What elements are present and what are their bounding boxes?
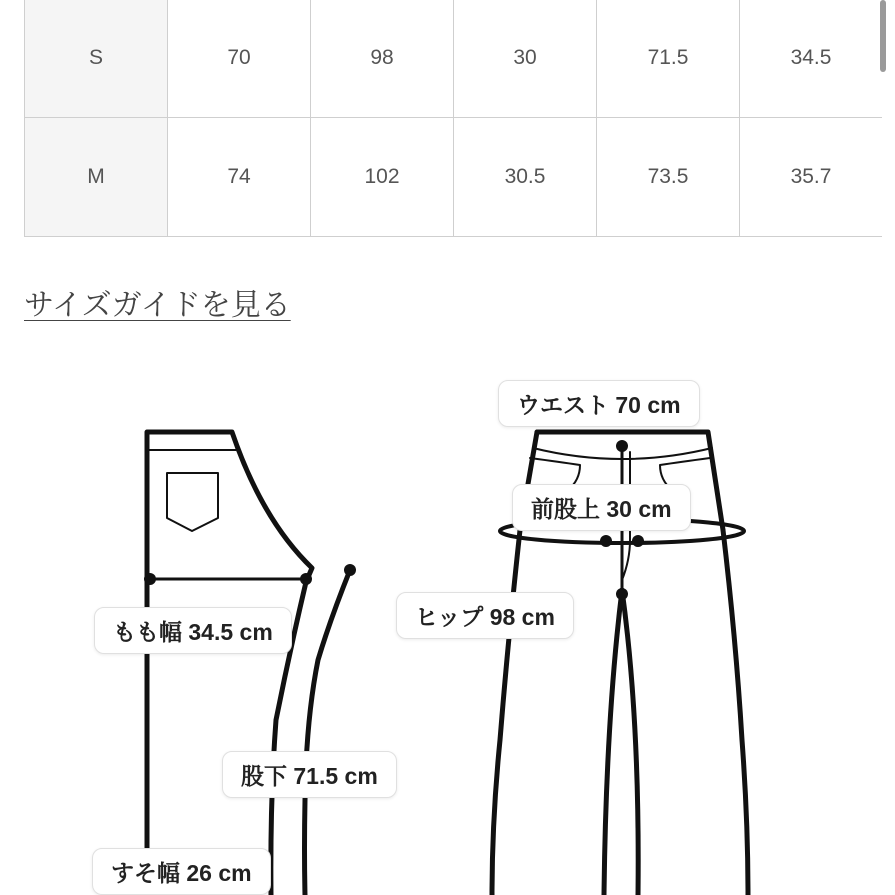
thigh-label: もも幅 34.5 cm — [94, 607, 292, 654]
waist-dot — [616, 440, 628, 452]
inseam-label: 股下 71.5 cm — [222, 751, 397, 798]
table-cell: 71.5 — [597, 0, 740, 118]
size-cell: S — [25, 0, 168, 118]
size-cell: M — [25, 118, 168, 237]
hip-label: ヒップ 98 cm — [396, 592, 574, 639]
table-cell: 74 — [168, 118, 311, 237]
thigh-start-dot — [144, 573, 156, 585]
hem-label: すそ幅 26 cm — [92, 848, 271, 895]
side-view-pants-illustration — [147, 432, 350, 895]
hip-dot-right — [632, 535, 644, 547]
table-cell: 35.7 — [740, 118, 883, 237]
table-cell: 30 — [454, 0, 597, 118]
table-cell: 34.5 — [740, 0, 883, 118]
rise-end-dot — [616, 588, 628, 600]
front-rise-label: 前股上 30 cm — [512, 484, 691, 531]
table-cell: 30.5 — [454, 118, 597, 237]
inseam-dot — [344, 564, 356, 576]
hip-dot-left — [600, 535, 612, 547]
table-cell: 73.5 — [597, 118, 740, 237]
waist-label: ウエスト 70 cm — [498, 380, 700, 427]
table-cell: 70 — [168, 0, 311, 118]
size-guide-link[interactable]: サイズガイドを見る — [24, 289, 291, 322]
thigh-end-dot — [300, 573, 312, 585]
table-cell: 102 — [311, 118, 454, 237]
table-cell: 98 — [311, 0, 454, 118]
